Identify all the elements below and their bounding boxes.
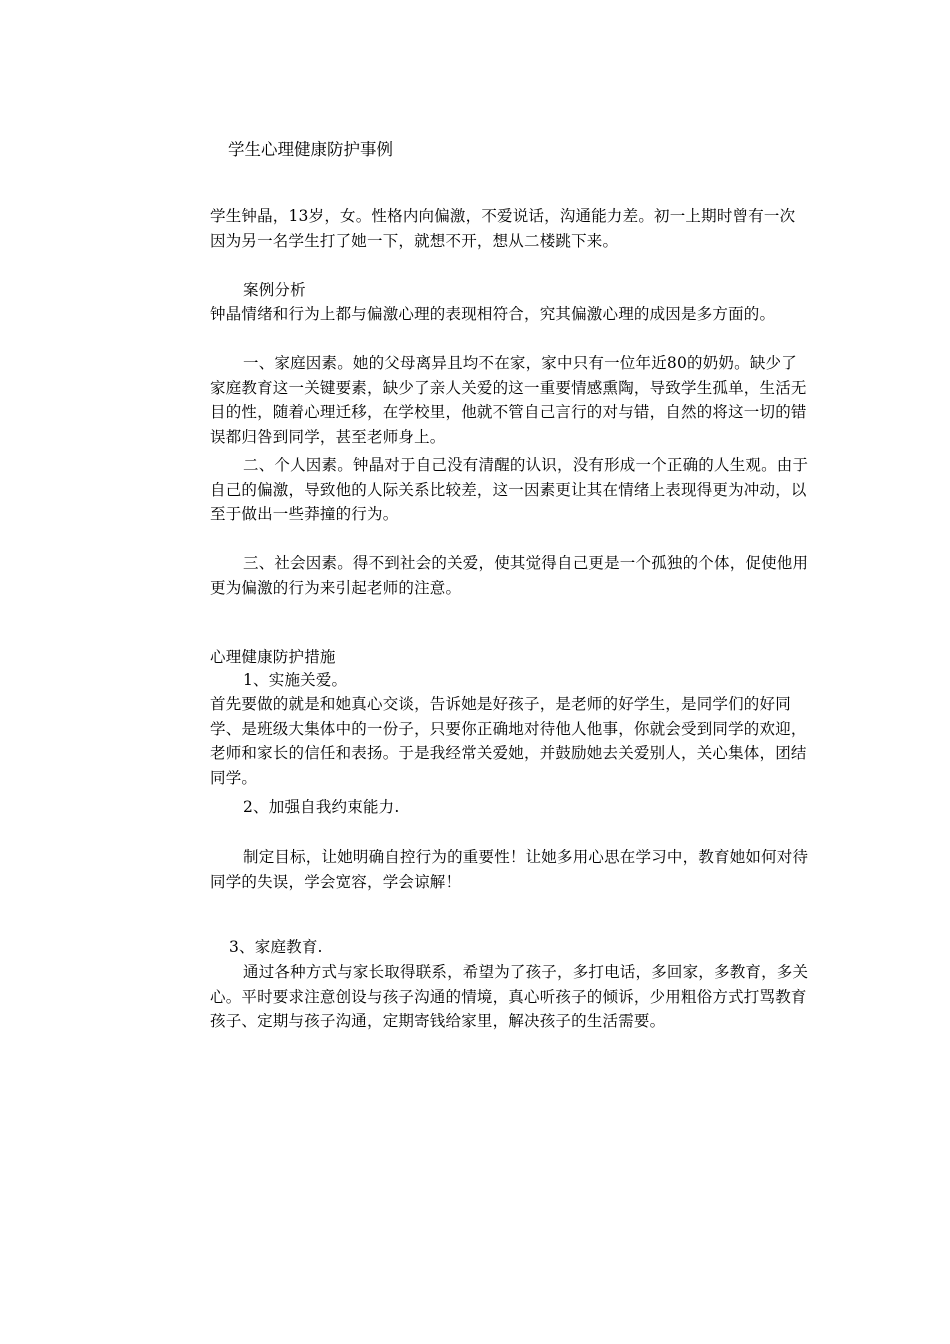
- measure-3-title: 3、家庭教育.: [229, 938, 323, 956]
- analysis-summary-paragraph: 钟晶情绪和行为上都与偏激心理的表现相符合，究其偏激心理的成因是多方面的。: [210, 305, 776, 323]
- case-intro-paragraph: 学生钟晶，13岁，女。性格内向偏激，不爱说话，沟通能力差。初一上期时曾有一次因为另一名学生打了她一下，就想不开，想从二楼跳下来。: [210, 207, 796, 250]
- measures-heading: 心理健康防护措施: [210, 648, 336, 666]
- document-title: 学生心理健康防护事例: [228, 140, 393, 159]
- measure-1-paragraph: 首先要做的就是和她真心交谈，告诉她是好孩子，是老师的好学生，是同学们的好同学、是班级大集体中的一份子，只要你正确地对待他人他事，你就会受到同学的欢迎，老师和家长的信任和表扬。于是我经常关爱她，并鼓励她去关爱别人，关心集体，团结同学。: [210, 695, 807, 787]
- measure-2-paragraph: 制定目标，让她明确自控行为的重要性！让她多用心思在学习中，教育她如何对待同学的失误，学会宽容，学会谅解！: [210, 848, 809, 891]
- social-factor-paragraph: 三、社会因素。得不到社会的关爱，使其觉得自己更是一个孤独的个体，促使他用更为偏激的行为来引起老师的注意。: [210, 554, 809, 597]
- analysis-heading: 案例分析: [243, 281, 306, 299]
- personal-factor-paragraph: 二、个人因素。钟晶对于自己没有清醒的认识，没有形成一个正确的人生观。由于自己的偏激，导致他的人际关系比较差，这一因素更让其在情绪上表现得更为冲动，以至于做出一些莽撞的行为。: [210, 456, 809, 523]
- family-factor-paragraph: 一、家庭因素。她的父母离异且均不在家，家中只有一位年近80的奶奶。缺少了家庭教育这一关键要素，缺少了亲人关爱的这一重要情感熏陶，导致学生孤单，生活无目的性，随着心理迁移，在学校里，他就不管自己言行的对与错，自然的将这一切的错误都归咎到同学，甚至老师身上。: [210, 354, 807, 446]
- measure-3-paragraph: 通过各种方式与家长取得联系，希望为了孩子，多打电话，多回家，多教育，多关心。平时要求注意创设与孩子沟通的情境，真心听孩子的倾诉，少用粗俗方式打骂教育孩子、定期与孩子沟通，定期寄钱给家里，解决孩子的生活需要。: [210, 963, 809, 1030]
- measure-2-title: 2、加强自我约束能力.: [243, 798, 400, 816]
- measure-1-title: 1、实施关爱。: [243, 671, 348, 689]
